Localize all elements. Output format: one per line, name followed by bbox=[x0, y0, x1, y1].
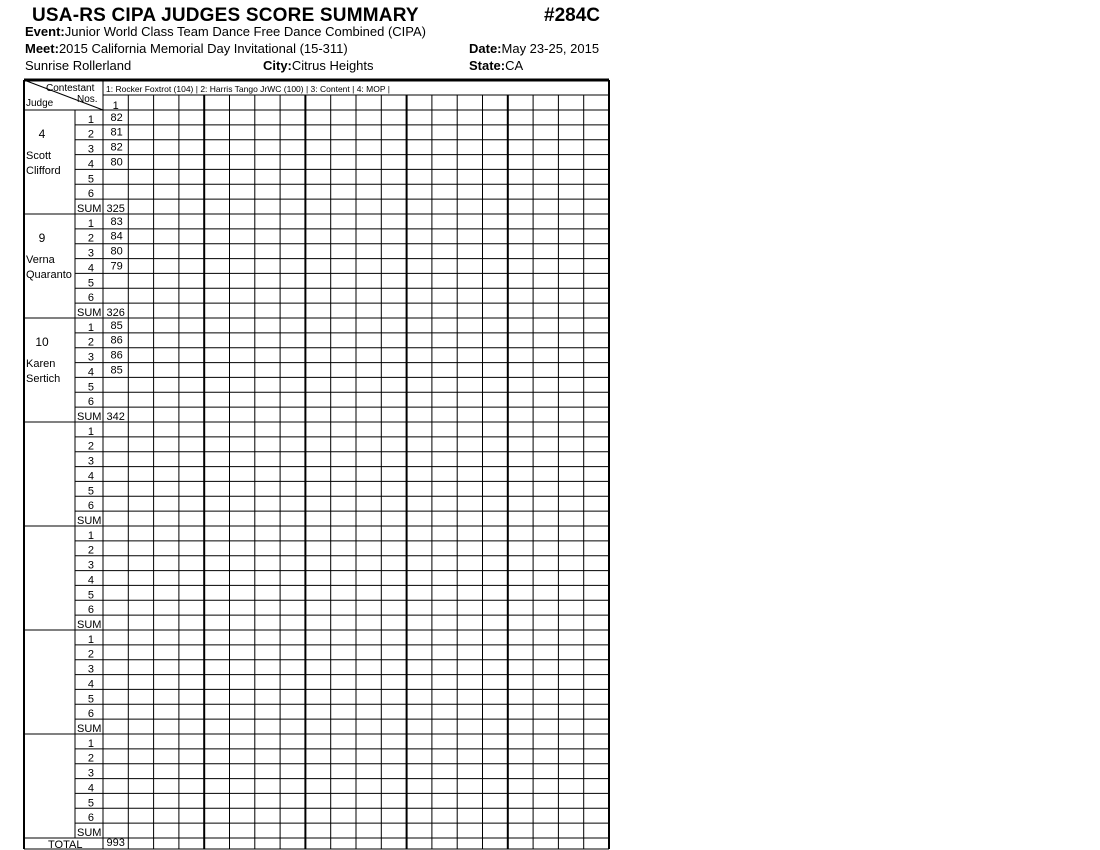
row-label: 6 bbox=[87, 396, 94, 409]
row-label: 4 bbox=[87, 782, 94, 795]
sum-label: SUM bbox=[77, 411, 102, 423]
row-label: 2 bbox=[87, 544, 94, 557]
row-label: 5 bbox=[87, 277, 94, 290]
sum-label: SUM bbox=[77, 515, 102, 527]
total-value: 993 bbox=[106, 837, 125, 849]
row-label: 5 bbox=[87, 381, 94, 394]
nos-label: Nos. bbox=[77, 94, 98, 105]
row-label: 5 bbox=[87, 485, 94, 498]
contestant-number: 1 bbox=[112, 100, 119, 112]
row-label: 3 bbox=[87, 455, 94, 468]
judge-number: 10 bbox=[35, 335, 49, 349]
row-label: 3 bbox=[87, 559, 94, 572]
row-label: 5 bbox=[87, 589, 94, 602]
sum-label: SUM bbox=[77, 203, 102, 215]
city-label: City: bbox=[263, 58, 292, 73]
row-label: 3 bbox=[87, 247, 94, 260]
judge-number: 4 bbox=[38, 127, 46, 141]
row-label: 3 bbox=[87, 767, 94, 780]
judge-last-name: Quaranto bbox=[26, 269, 72, 281]
row-label: 3 bbox=[87, 663, 94, 676]
meet-value: 2015 California Memorial Day Invitational (15-311) bbox=[58, 41, 348, 56]
judge-label: Judge bbox=[26, 98, 54, 109]
score-value: 86 bbox=[110, 349, 123, 362]
state-label: State: bbox=[469, 58, 506, 73]
page-title: USA-RS CIPA JUDGES SCORE SUMMARY bbox=[32, 5, 419, 26]
row-label: 2 bbox=[87, 336, 94, 349]
contestant-label: Contestant bbox=[46, 83, 95, 94]
row-label: 4 bbox=[87, 262, 94, 275]
sum-value: 325 bbox=[106, 203, 125, 215]
row-label: 1 bbox=[87, 529, 94, 542]
event-label: Event: bbox=[25, 24, 65, 39]
score-value: 81 bbox=[110, 126, 123, 139]
row-label: 6 bbox=[87, 500, 94, 513]
row-label: 6 bbox=[87, 188, 94, 201]
row-label: 1 bbox=[87, 113, 94, 126]
row-label: 6 bbox=[87, 708, 94, 721]
score-value: 84 bbox=[110, 230, 123, 243]
score-value: 80 bbox=[110, 245, 123, 258]
date-label: Date: bbox=[469, 41, 502, 56]
row-label: 2 bbox=[87, 232, 94, 245]
score-value: 86 bbox=[110, 334, 123, 347]
score-value: 83 bbox=[110, 215, 123, 228]
score-value: 82 bbox=[110, 141, 123, 154]
sum-value: 326 bbox=[106, 307, 125, 319]
sum-value: 342 bbox=[106, 411, 125, 423]
score-value: 85 bbox=[110, 319, 123, 332]
total-label: TOTAL bbox=[48, 839, 83, 850]
row-label: 6 bbox=[87, 292, 94, 305]
row-label: 3 bbox=[87, 143, 94, 156]
city-value: Citrus Heights bbox=[291, 58, 374, 73]
row-label: 5 bbox=[87, 173, 94, 186]
row-label: 6 bbox=[87, 812, 94, 825]
row-label: 2 bbox=[87, 440, 94, 453]
score-value: 80 bbox=[110, 156, 123, 169]
judge-last-name: Clifford bbox=[26, 165, 61, 177]
state-value: CA bbox=[505, 58, 524, 73]
judge-first-name: Verna bbox=[26, 254, 55, 266]
row-label: 6 bbox=[87, 604, 94, 617]
sum-label: SUM bbox=[77, 619, 102, 631]
judge-first-name: Scott bbox=[26, 150, 52, 162]
score-value: 79 bbox=[110, 260, 123, 273]
score-value: 85 bbox=[110, 364, 123, 377]
row-label: 4 bbox=[87, 678, 94, 691]
row-label: 4 bbox=[87, 366, 94, 379]
row-label: 5 bbox=[87, 797, 94, 810]
row-label: 1 bbox=[87, 217, 94, 230]
judge-last-name: Sertich bbox=[26, 373, 61, 385]
row-label: 5 bbox=[87, 693, 94, 706]
columns-legend: 1: Rocker Foxtrot (104) | 2: Harris Tango JrWC (100) | 3: Content | 4: MOP | bbox=[106, 84, 390, 94]
judge-number: 9 bbox=[38, 231, 46, 245]
row-label: 2 bbox=[87, 752, 94, 765]
row-label: 1 bbox=[87, 321, 94, 334]
sum-label: SUM bbox=[77, 307, 102, 319]
row-label: 4 bbox=[87, 158, 94, 171]
sum-label: SUM bbox=[77, 723, 102, 735]
row-label: 3 bbox=[87, 351, 94, 364]
row-label: 1 bbox=[87, 633, 94, 646]
row-label: 4 bbox=[87, 470, 94, 483]
sum-label: SUM bbox=[77, 827, 102, 839]
row-label: 4 bbox=[87, 574, 94, 587]
event-value: Junior World Class Team Dance Free Dance Combined (CIPA) bbox=[64, 24, 426, 39]
row-label: 1 bbox=[87, 737, 94, 750]
score-value: 82 bbox=[110, 111, 123, 124]
meet-label: Meet: bbox=[25, 41, 59, 56]
venue: Sunrise Rollerland bbox=[25, 58, 132, 73]
date-value: May 23-25, 2015 bbox=[501, 41, 600, 56]
row-label: 2 bbox=[87, 648, 94, 661]
judge-first-name: Karen bbox=[26, 358, 56, 370]
row-label: 2 bbox=[87, 128, 94, 141]
event-number: #284C bbox=[544, 5, 600, 26]
row-label: 1 bbox=[87, 425, 94, 438]
